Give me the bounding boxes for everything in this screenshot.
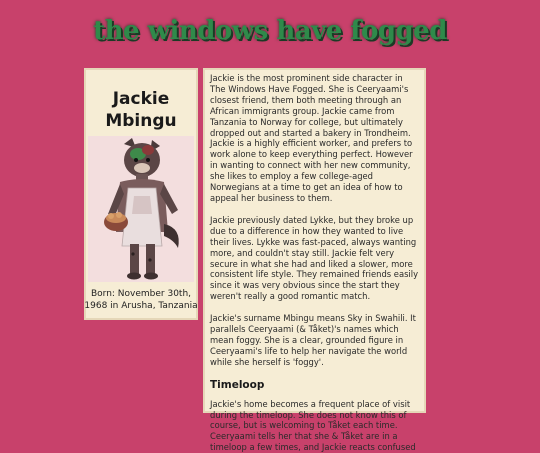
birth-info: Born: November 30th, 1968 in Arusha, Tanzania — [84, 289, 198, 311]
bio-paragraph: Jackie previously dated Lykke, but they broke up due to a difference in how they wanted to live their lives. Lykke was fast-paced, always wanting more, and couldn't stay still. Jackie felt very secure in what she had and liked a slower, more consistent life style. They remained friends easily since it was very obvious since the start they weren't really a good romantic match. — [210, 214, 419, 302]
bio-paragraph: Jackie is the most prominent side character in The Windows Have Fogged. She is Ceeryaami's closest friend, them both meeting through an African immigrants group. Jackie came from Tanzania to Norway for college, but ultimately dropped out and started a bakery in Trondheim. Jackie is a highly efficient worker, and prefers to work alone to keep everything perfect. However in wanting to connect with her new community, she likes to employ a few college-aged Norwegians at a time to get an idea of how to appeal her business to them. — [210, 73, 413, 203]
site-title: the windows have fogged — [93, 16, 447, 46]
timeloop-paragraph: Jackie's home becomes a frequent place of visit during the timeloop. She does not know this of course, but is welcoming to Tåket each time. Ceeryaami tells her that she & Tåket are in a timeloop a few times, and Jackie reacts confused — [210, 398, 416, 453]
biography-panel — [203, 68, 426, 453]
section-heading-timeloop: Timeloop — [210, 378, 265, 391]
character-portrait — [94, 136, 190, 282]
bio-paragraph: Jackie's surname Mbingu means Sky in Swahili. It parallels Ceeryaami (& Tåket)'s names which mean foggy. She is a clear, grounded figure in Ceeryaami's life to help her navigate the world while she herself is 'foggy'. — [210, 313, 416, 367]
character-name: Jackie Mbingu — [105, 89, 177, 131]
